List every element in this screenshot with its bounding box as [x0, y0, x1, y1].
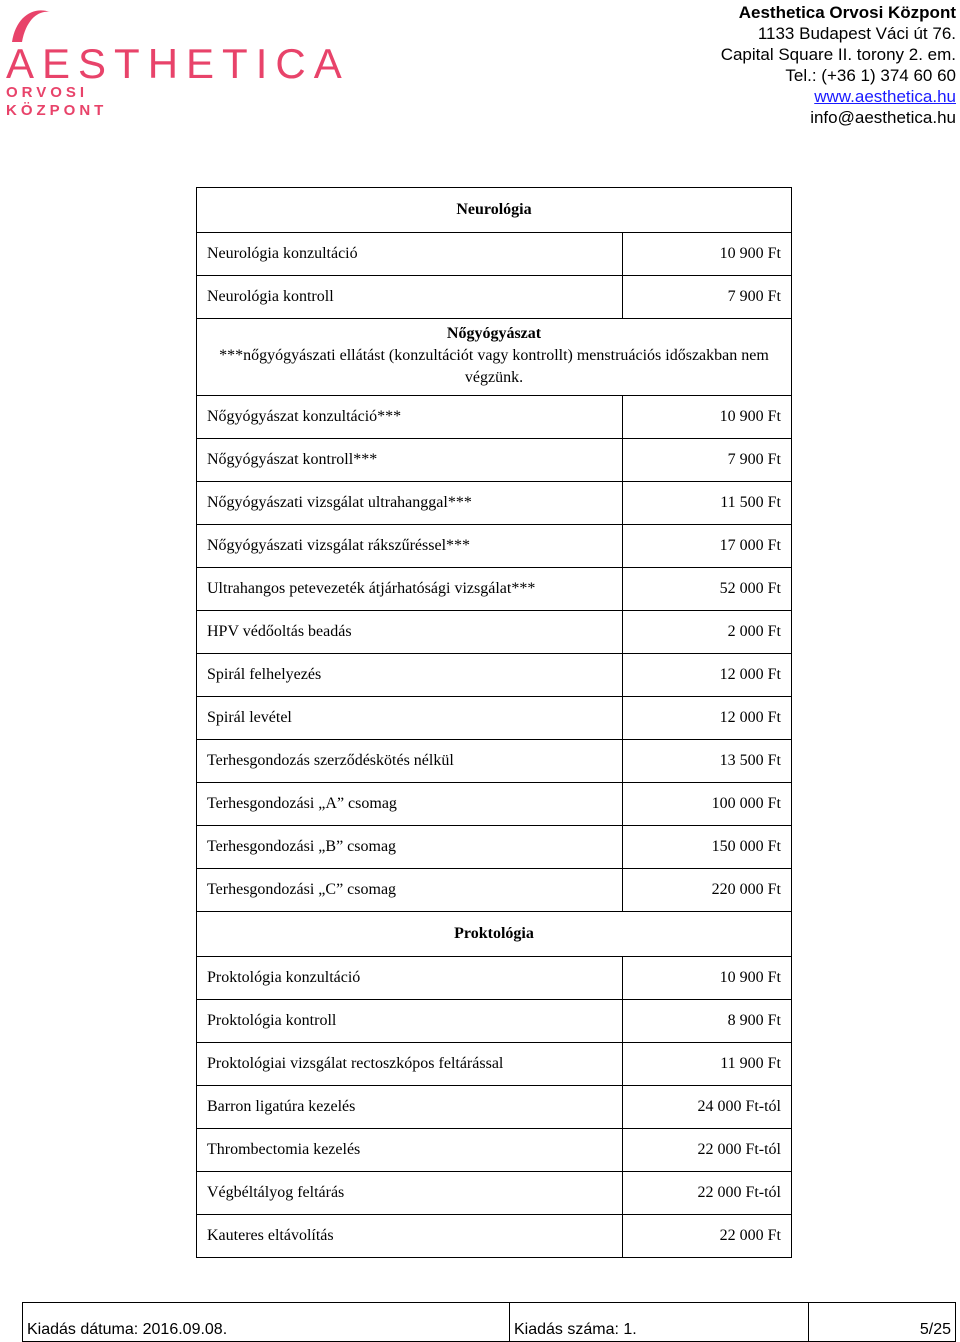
logo-subtitle-line2: KÖZPONT	[6, 102, 108, 119]
table-row	[197, 1215, 792, 1258]
service-price: 52 000 Ft	[623, 568, 792, 611]
service-price: 13 500 Ft	[623, 740, 792, 783]
service-name: Terhesgondozás szerződéskötés nélkül	[197, 740, 623, 783]
service-price: 10 900 Ft	[623, 957, 792, 1000]
service-name: Kauteres eltávolítás	[197, 1215, 623, 1258]
table-row	[197, 740, 792, 783]
table-row	[197, 568, 792, 611]
page-footer	[22, 1302, 956, 1342]
table-row	[197, 654, 792, 697]
table-row	[197, 1043, 792, 1086]
service-name: Nőgyógyászati vizsgálat ultrahanggal***	[197, 482, 623, 525]
service-price: 10 900 Ft	[623, 233, 792, 276]
price-table	[196, 187, 792, 1258]
organization-name: Aesthetica Orvosi Központ	[738, 3, 956, 22]
website-link[interactable]: www.aesthetica.hu	[814, 87, 956, 106]
service-name: Nőgyógyászat konzultáció***	[197, 396, 623, 439]
table-row	[197, 525, 792, 568]
section-title-proctology: Proktológia	[197, 912, 792, 957]
service-price: 150 000 Ft	[623, 826, 792, 869]
service-name: Barron ligatúra kezelés	[197, 1086, 623, 1129]
service-name: Végbéltályog feltárás	[197, 1172, 623, 1215]
section-title-gynecology: Nőgyógyászat	[446, 325, 542, 342]
service-price: 22 000 Ft-tól	[623, 1172, 792, 1215]
table-row	[197, 1086, 792, 1129]
contact-block	[721, 2, 956, 128]
section-header-row	[197, 319, 792, 396]
table-row	[197, 396, 792, 439]
service-name: Neurológia kontroll	[197, 276, 623, 319]
table-row	[197, 233, 792, 276]
address-line-2: Capital Square II. torony 2. em.	[720, 45, 956, 64]
service-name: Ultrahangos petevezeték átjárhatósági vizsgálat***	[197, 568, 623, 611]
logo-swoosh-icon	[4, 4, 304, 44]
service-name: Proktológiai vizsgálat rectoszkópos feltárással	[197, 1043, 623, 1086]
table-row	[197, 439, 792, 482]
service-price: 12 000 Ft	[623, 697, 792, 740]
table-row	[197, 697, 792, 740]
service-price: 24 000 Ft-tól	[623, 1086, 792, 1129]
service-price: 10 900 Ft	[623, 396, 792, 439]
service-name: HPV védőoltás beadás	[197, 611, 623, 654]
page-number: 5/25	[809, 1303, 956, 1342]
email-address: info@aesthetica.hu	[810, 108, 956, 127]
table-row	[197, 276, 792, 319]
section-header-gynecology	[197, 319, 792, 396]
service-price: 22 000 Ft-tól	[623, 1129, 792, 1172]
service-name: Neurológia konzultáció	[197, 233, 623, 276]
logo-wordmark: AESTHETICA	[6, 40, 350, 87]
phone-number: Tel.: (+36 1) 374 60 60	[785, 66, 956, 85]
section-header-row	[197, 188, 792, 233]
logo-subtitle-line1: ORVOSI	[6, 84, 89, 101]
service-price: 11 500 Ft	[623, 482, 792, 525]
service-price: 100 000 Ft	[623, 783, 792, 826]
service-name: Proktológia kontroll	[197, 1000, 623, 1043]
service-price: 220 000 Ft	[623, 869, 792, 912]
section-note-gynecology: ***nőgyógyászati ellátást (konzultációt vagy kontrollt) menstruációs időszakban nem végzünk.	[219, 347, 769, 386]
service-name: Proktológia konzultáció	[197, 957, 623, 1000]
address-line-1: 1133 Budapest Váci út 76.	[757, 24, 956, 43]
service-price: 22 000 Ft	[623, 1215, 792, 1258]
service-name: Thrombectomia kezelés	[197, 1129, 623, 1172]
table-row	[197, 1129, 792, 1172]
section-header-row	[197, 912, 792, 957]
table-row	[197, 957, 792, 1000]
service-price: 11 900 Ft	[623, 1043, 792, 1086]
table-row	[197, 1000, 792, 1043]
section-title-neurology: Neurológia	[197, 188, 792, 233]
service-name: Nőgyógyászati vizsgálat rákszűréssel***	[197, 525, 623, 568]
service-price: 7 900 Ft	[623, 276, 792, 319]
table-row	[197, 482, 792, 525]
issue-number: Kiadás száma: 1.	[510, 1303, 809, 1342]
table-row	[197, 1172, 792, 1215]
service-price: 7 900 Ft	[623, 439, 792, 482]
service-price: 2 000 Ft	[623, 611, 792, 654]
service-name: Terhesgondozási „B” csomag	[197, 826, 623, 869]
service-price: 12 000 Ft	[623, 654, 792, 697]
service-price: 17 000 Ft	[623, 525, 792, 568]
service-name: Spirál levétel	[197, 697, 623, 740]
service-name: Terhesgondozási „C” csomag	[197, 869, 623, 912]
aesthetica-logo	[4, 4, 350, 120]
service-name: Spirál felhelyezés	[197, 654, 623, 697]
service-price: 8 900 Ft	[623, 1000, 792, 1043]
service-name: Nőgyógyászat kontroll***	[197, 439, 623, 482]
service-name: Terhesgondozási „A” csomag	[197, 783, 623, 826]
table-row	[197, 783, 792, 826]
table-row	[197, 869, 792, 912]
table-row	[197, 611, 792, 654]
table-row	[197, 826, 792, 869]
issue-date: Kiadás dátuma: 2016.09.08.	[23, 1303, 510, 1342]
